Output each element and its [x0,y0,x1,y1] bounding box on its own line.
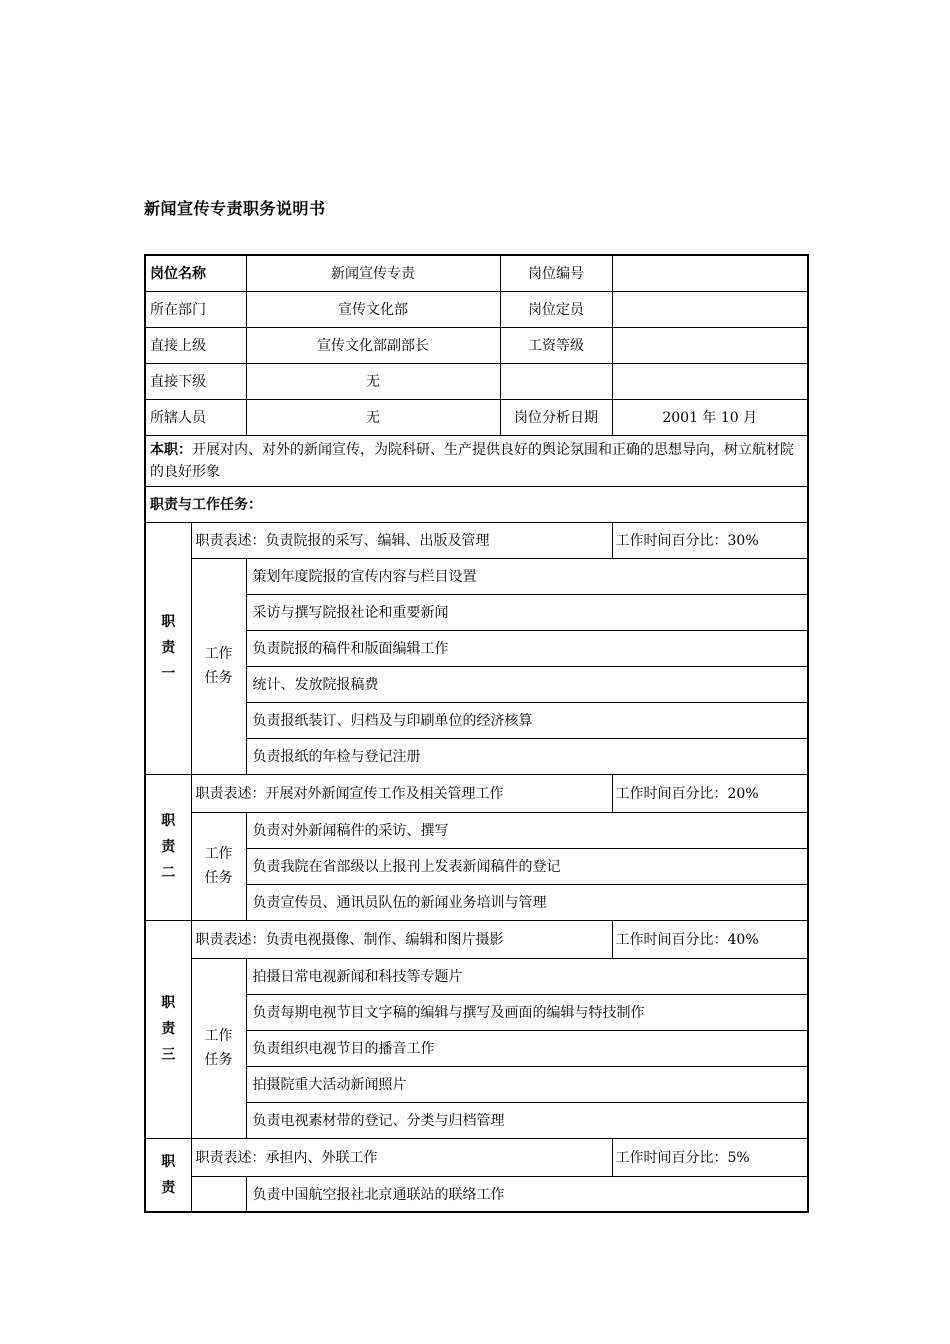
resp-3-desc-row [145,920,808,958]
post-name-label: 岗位名称 [145,255,246,291]
resp-2-name: 职 责 二 [145,774,191,920]
resp-4-name: 职 责 [145,1138,191,1212]
row-superior [145,327,808,363]
resp-1-task: 负责院报的稿件和版面编辑工作 [246,630,808,666]
duty-text: 开展对内、对外的新闻宣传，为院科研、生产提供良好的舆论氛围和正确的思想导向，树立航材院的良好形象 [150,441,794,480]
resp-2-tasks-label: 工作 任务 [191,812,246,920]
resp-3-task: 负责电视素材带的登记、分类与归档管理 [246,1102,808,1138]
row-dept [145,291,808,327]
resp-2-task: 负责我院在省部级以上报刊上发表新闻稿件的登记 [246,848,808,884]
row-subordinate [145,363,808,399]
resp-1-task: 采访与撰写院报社论和重要新闻 [246,594,808,630]
resp-3-task: 负责每期电视节目文字稿的编辑与撰写及画面的编辑与特技制作 [246,994,808,1030]
empty-cell [500,363,612,399]
row-post-name [145,255,808,291]
resp-2-task: 负责对外新闻稿件的采访、撰写 [246,812,808,848]
post-no-label: 岗位编号 [500,255,612,291]
analysis-date-label: 岗位分析日期 [500,399,612,435]
resp-3-task: 拍摄院重大活动新闻照片 [246,1066,808,1102]
resp-2-desc: 职责表述：开展对外新闻宣传工作及相关管理工作 [191,774,612,812]
dept-value: 宣传文化部 [246,291,500,327]
resp-1-desc-row [145,522,808,558]
duty-cell [145,435,808,486]
resp-1-task: 统计、发放院报稿费 [246,666,808,702]
row-staff [145,399,808,435]
resp-1-task: 负责报纸装订、归档及与印刷单位的经济核算 [246,702,808,738]
staff-label: 所辖人员 [145,399,246,435]
empty-cell [612,363,808,399]
subordinate-label: 直接下级 [145,363,246,399]
subordinate-value: 无 [246,363,500,399]
salary-label: 工资等级 [500,327,612,363]
staff-value: 无 [246,399,500,435]
resp-2-task: 负责宣传员、通讯员队伍的新闻业务培训与管理 [246,884,808,920]
document-title: 新闻宣传专责职务说明书 [144,199,326,218]
salary-value [612,327,808,363]
resp-4-desc-row [145,1138,808,1176]
resp-1-tasks-label: 工作 任务 [191,558,246,774]
superior-value: 宣传文化部副部长 [246,327,500,363]
empty-cell [191,1176,246,1212]
analysis-date-value: 2001 年 10 月 [612,399,808,435]
resp-3-pct: 工作时间百分比：40% [612,920,808,958]
quota-label: 岗位定员 [500,291,612,327]
job-description-table [144,254,809,1213]
resp-4-pct: 工作时间百分比：5% [612,1138,808,1176]
resp-1-task: 负责报纸的年检与登记注册 [246,738,808,774]
resp-3-name: 职 责 三 [145,920,191,1138]
resp-1-desc: 职责表述：负责院报的采写、编辑、出版及管理 [191,522,612,558]
row-section-label [145,486,808,522]
resp-3-task: 拍摄日常电视新闻和科技等专题片 [246,958,808,994]
row-duty [145,435,808,486]
post-no-value [612,255,808,291]
resp-3-desc: 职责表述：负责电视摄像、制作、编辑和图片摄影 [191,920,612,958]
resp-3-tasks-label: 工作 任务 [191,958,246,1138]
resp-4-task: 负责中国航空报社北京通联站的联络工作 [246,1176,808,1212]
dept-label: 所在部门 [145,291,246,327]
resp-4-desc: 职责表述：承担内、外联工作 [191,1138,612,1176]
duty-label: 本职： [150,441,192,458]
resp-3-task: 负责组织电视节目的播音工作 [246,1030,808,1066]
resp-1-name: 职 责 一 [145,522,191,774]
resp-1-pct: 工作时间百分比：30% [612,522,808,558]
resp-1-task: 策划年度院报的宣传内容与栏目设置 [246,558,808,594]
resp-2-pct: 工作时间百分比：20% [612,774,808,812]
superior-label: 直接上级 [145,327,246,363]
quota-value [612,291,808,327]
resp-2-desc-row [145,774,808,812]
post-name-value: 新闻宣传专责 [246,255,500,291]
section-label: 职责与工作任务： [145,486,808,522]
